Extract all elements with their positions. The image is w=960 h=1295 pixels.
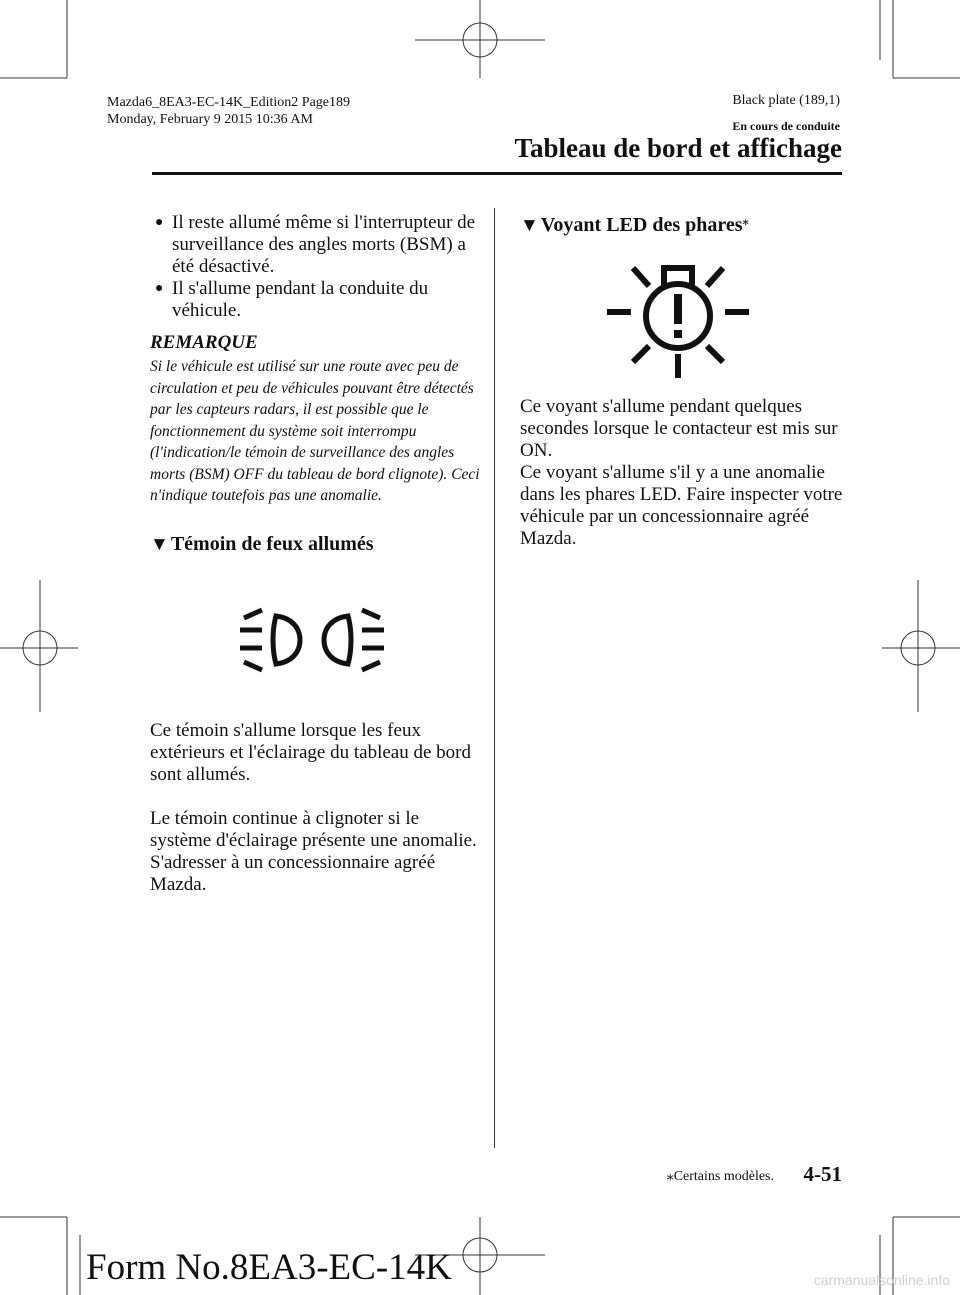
plate-info: Black plate (189,1) xyxy=(732,93,840,108)
footnote xyxy=(608,1168,774,1185)
footnote-star: ⁎ xyxy=(742,214,749,228)
print-date-line: Monday, February 9 2015 10:36 AM xyxy=(107,112,313,127)
led-headlight-warning-icon xyxy=(603,254,753,384)
paragraph: Ce voyant s'allume s'il y a une anomalie dans les phares LED. Faire inspecter votre véhicule par un concessionnaire agréé Mazda. xyxy=(520,462,843,549)
list-item xyxy=(150,212,480,278)
section-heading-led-headlight xyxy=(520,214,850,237)
lights-on-description xyxy=(150,720,480,896)
footnote-star: ⁎ xyxy=(666,1169,674,1184)
section-heading-lights-on xyxy=(150,533,480,556)
page-number: 4-51 xyxy=(803,1162,842,1186)
bullet-marker: ● xyxy=(155,215,164,230)
bullet-text: Il s'allume pendant la conduite du véhicule. xyxy=(172,278,429,321)
header-rule xyxy=(152,172,842,175)
form-number: Form No.8EA3-EC-14K xyxy=(86,1247,452,1288)
bullet-marker: ● xyxy=(155,281,164,296)
heading-text: Témoin de feux allumés xyxy=(170,532,374,555)
paragraph: Ce témoin s'allume lorsque les feux extérieurs et l'éclairage du tableau de bord sont allumés. xyxy=(150,720,471,785)
print-file-line: Mazda6_8EA3-EC-14K_Edition2 Page189 xyxy=(107,95,351,110)
bullet-text: Il reste allumé même si l'interrupteur de surveillance des angles morts (BSM) a été désactivé. xyxy=(172,212,476,277)
headlight-on-icon xyxy=(232,600,392,680)
section-title: En cours de conduite xyxy=(732,119,840,133)
column-divider xyxy=(494,208,495,1148)
watermark: carmanualsonline.info xyxy=(813,1272,950,1288)
led-headlight-description xyxy=(520,396,845,550)
footnote-text: Certains modèles. xyxy=(673,1169,774,1184)
print-info xyxy=(107,94,350,128)
triangle-marker: ▼ xyxy=(150,533,169,555)
paragraph: Ce voyant s'allume pendant quelques secondes lorsque le contacteur est mis sur ON. xyxy=(520,396,838,461)
left-column xyxy=(150,212,480,556)
paragraph: Le témoin continue à clignoter si le système d'éclairage présente une anomalie. S'adresser à un concessionnaire agréé Mazda. xyxy=(150,808,477,895)
heading-text: Voyant LED des phares xyxy=(540,214,743,236)
bullet-list xyxy=(150,212,480,322)
triangle-marker: ▼ xyxy=(520,215,539,236)
chapter-title: Tableau de bord et affichage xyxy=(514,133,842,163)
note-title: REMARQUE xyxy=(150,332,258,353)
note-text: Si le véhicule est utilisé sur une route avec peu de circulation et peu de véhicules pouvant être détectés par les capteurs radars, il est possible que le fonctionnement du système soit interrompu (l'indication/le témoin de surveillance des angles morts (BSM) OFF du tableau de bord clignote). Ceci n'indique toutefois pas une anomalie. xyxy=(150,358,480,504)
list-item xyxy=(150,278,480,322)
